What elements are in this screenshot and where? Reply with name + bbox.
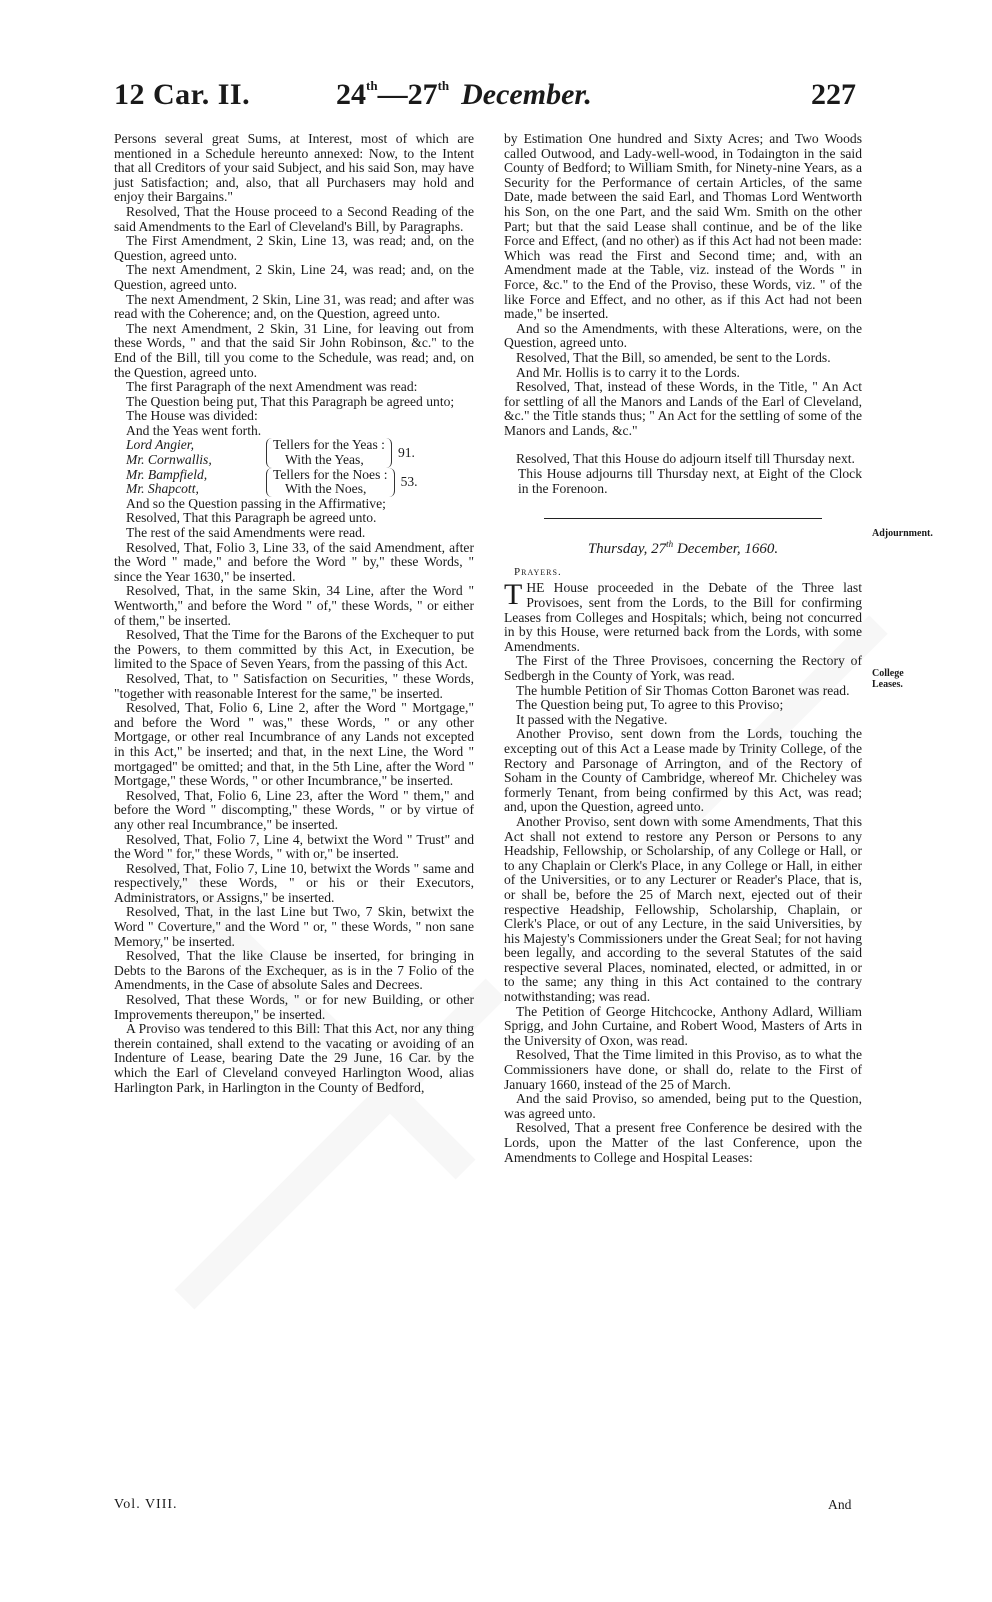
paragraph: The next Amendment, 2 Skin, Line 24, was read; and, on the Question, agreed unto. bbox=[114, 262, 474, 292]
paragraph: It passed with the Negative. bbox=[516, 711, 668, 727]
paragraph: Resolved, That a present free Conference be desired with the Lords, upon the Matter of the last Conference, upon the Amendments to College and Hospital Leases: bbox=[504, 1120, 862, 1165]
date-range-heading: 24th—27th December. bbox=[336, 78, 592, 111]
paragraph: Resolved, That the Time for the Barons of the Exchequer to put the Powers, to them committed by this Act, in Execution, be limited to the Space of Seven Years, from the passing of this Act. bbox=[114, 627, 474, 672]
yeas-count: 91. bbox=[397, 444, 415, 460]
teller-label: With the Yeas, bbox=[285, 452, 364, 468]
teller-name: Mr. Cornwallis, bbox=[126, 452, 212, 468]
paragraph: Resolved, That, Folio 7, Line 4, betwixt the Word " Trust" and the Word " for," these Words, " with or," be inserted. bbox=[114, 831, 474, 862]
division-tellers bbox=[126, 438, 474, 496]
paragraph: A Proviso was tendered to this Bill: That this Act, nor any thing therein contained, shall extend to the vacating or avoiding of an Indenture of Lease, bearing Date the 29 June, 16 Car. by the which the Earl of Cleveland conveyed Harlington Wood, alias Harlington Park, in Harlington in the County of Bedford, bbox=[114, 1021, 474, 1095]
yeas-tellers bbox=[126, 438, 474, 467]
paragraph: And Mr. Hollis is to carry it to the Lords. bbox=[516, 364, 740, 380]
paragraph: Resolved, That the Time limited in this Proviso, as to what the Commissioners have done, or shall do, relate to the First of January 1660, instead of the 25 of March. bbox=[504, 1047, 862, 1092]
volume-label: Vol. VIII. bbox=[114, 1497, 178, 1512]
paragraph: The Petition of George Hitchcocke, Anthony Adlard, William Sprigg, and John Curtaine, and Robert Wood, Masters of Arts in the University of Oxon, was read. bbox=[504, 1003, 862, 1048]
right-column bbox=[504, 132, 862, 1165]
paragraph: Resolved, That this Paragraph be agreed unto. bbox=[126, 510, 377, 526]
paragraph: Resolved, That the like Clause be inserted, for bringing in Debts to the Barons of the Exchequer, as is in the 7 Folio of the Amendments, in the Case of absolute Sales and Decrees. bbox=[114, 948, 474, 993]
date-heading: Thursday, 27th December, 1660. bbox=[587, 539, 779, 558]
paragraph: The House was divided: bbox=[126, 408, 258, 424]
noes-tellers bbox=[126, 468, 474, 497]
paragraph: Resolved, That, Folio 6, Line 2, after the Word " Mortgage," and before the Word " was," these Words, " or any other Mortgage, or other real Incumbrance of any Lands not excepted in this Act," be inserted; and that, in the next Line, the Word " mortgaged" be omitted; and that, in the 5th Line, after the Word " Mortgage," these Words, " or other Incumbrance," be inserted. bbox=[114, 700, 474, 789]
paragraph: And so the Question passing in the Affirmative; bbox=[126, 495, 386, 511]
paragraph: The Question being put, To agree to this Proviso; bbox=[516, 697, 784, 713]
paragraph: This House adjourns till Thursday next, at Eight of the Clock in the Forenoon. bbox=[518, 466, 862, 496]
teller-name: Lord Angier, bbox=[126, 437, 194, 453]
paragraph: The next Amendment, 2 Skin, Line 31, was read; and after was read with the Coherence; and, on the Question, agreed unto. bbox=[114, 291, 474, 322]
paragraph: Resolved, That, Folio 7, Line 10, betwixt the Words " same and respectively," these Words, " or his or their Executors, Administrators, or Assigns," be inserted. bbox=[114, 860, 474, 905]
left-column bbox=[114, 132, 474, 1095]
paragraph: The next Amendment, 2 Skin, 31 Line, for leaving out from these Words, " and that the said Sir John Robinson, &c." to the End of the Bill, till you come to the Schedule, was read; and, on the Question, agreed unto. bbox=[114, 320, 474, 380]
teller-label: With the Noes, bbox=[285, 481, 367, 497]
teller-name: Mr. Bampfield, bbox=[126, 466, 208, 482]
paragraph: The Question being put, That this Paragraph be agreed unto; bbox=[126, 393, 455, 409]
margin-note-college-leases: College Leases. bbox=[872, 668, 904, 690]
paragraph: Resolved, That this House do adjourn itself till Thursday next. bbox=[516, 451, 855, 467]
paragraph: Another Proviso, sent down from the Lords, touching the excepting out of this Act a Lease made by Trinity College, of the Rectory and Parsonage of Arrington, and of the Rectory of Soham in the County of Cambridge, whereof Mr. Chicheley was formerly Tenant, from being confirmed by this Act, was read; and, upon the Question, agreed unto. bbox=[504, 726, 862, 815]
paragraph: Resolved, That, in the same Skin, 34 Line, after the Word " Wentworth," and before the Word " of," these Words, " or either of them," be inserted. bbox=[114, 583, 474, 628]
paragraph: Resolved, That the Bill, so amended, be sent to the Lords. bbox=[516, 349, 831, 365]
teller-label: Tellers for the Yeas : bbox=[273, 437, 385, 453]
paragraph: Persons several great Sums, at Interest, most of which are mentioned in a Schedule hereunto annexed: Now, to the Intent that all Creditors of your said Subject, and his said Son, may have just Satisfaction; and, also, that all Purchasers may hold and enjoy their Bargains." bbox=[114, 131, 474, 205]
paragraph: The first Paragraph of the next Amendment was read: bbox=[126, 379, 418, 395]
paragraph: The humble Petition of Sir Thomas Cotton Baronet was read. bbox=[516, 682, 850, 698]
paragraph: by Estimation One hundred and Sixty Acres; and Two Woods called Outwood, and Lady-well-wood, in Todaington in the said County of Bedford; to William Smith, for Ninety-nine Years, as a Security for the Performance of certain Articles, of the same Date, made between the said Earl, and Thomas Lord Wentworth his Son, on the one Part, and the said Wm. Smith on the other Part; but that the said Lease shall continue, and be of the like Force and Effect, (and no other) as if this Act had not been made: Which was read the First and Second time; and, with an Amendment made at the Table, viz. instead of the Words " in Force, &c." to the End of the Proviso, these Words, viz. " of the like Force and Effect, and no other, as if this Act had not been made," be inserted. bbox=[504, 131, 862, 322]
margin-note-adjournment: Adjournment. bbox=[872, 528, 933, 539]
paragraph: The First of the Three Provisoes, concerning the Rectory of Sedbergh in the County of York, was read. bbox=[504, 653, 862, 683]
paragraph: Resolved, That, to " Satisfaction on Securities, " these Words, "together with reasonable Interest for the same," be inserted. bbox=[114, 670, 474, 701]
paragraph: The rest of the said Amendments were read. bbox=[126, 525, 366, 541]
paragraph: Resolved, That, Folio 3, Line 33, of the said Amendment, after the Word " made," and before the Word " by," these Words, " since the Year 1630," be inserted. bbox=[114, 539, 474, 584]
catchword: And bbox=[828, 1497, 852, 1512]
paragraph: Resolved, That, in the last Line but Two, 7 Skin, betwixt the Word " Coverture," and the Word " or, " these Words, " non sane Memory," be inserted. bbox=[114, 904, 474, 949]
paragraph: And the Yeas went forth. bbox=[126, 422, 262, 438]
paragraph: Resolved, That, Folio 6, Line 23, after the Word " them," and before the Word " discompting," these Words, " or by virtue of any other real Incumbrance," be inserted. bbox=[114, 787, 474, 832]
paragraph: Another Proviso, sent down with some Amendments, That this Act shall not extend to restore any Person or Persons to any Headship, Fellowship, or Scholarship, of any College or Hall, or to any Chaplain or Clerk's Place, in any College or Hall, in either of the Universities, or to any Lecturer or Reader's Place, that is, or shall be, before the 25 of March next, ejected out of their respective Headship, Fellowship, Scholarship, Chaplain, or Clerk's Place, or out of any Lecture, in the said Universities, by his Majesty's Commissioners under the Great Seal; for not having been legally, and according to the several Statutes of the said respective several Places, nominated, elected, or admitted, in or to the same; any thing in this Act contained to the contrary notwithstanding; was read. bbox=[504, 813, 862, 1005]
reign-heading: 12 Car. II. bbox=[114, 78, 251, 111]
paragraph: Resolved, That these Words, " or for new Building, or other Improvements thereupon," be inserted. bbox=[114, 992, 474, 1022]
paragraph: THE House proceeded in the Debate of the Three last Provisoes, sent from the Lords, to the Bill for confirming Leases from Colleges and Hospitals; which, being not concurred in by this House, were returned back from the Lords, with some Amendments. bbox=[504, 578, 862, 654]
paragraph: And so the Amendments, with these Alterations, were, on the Question, agreed unto. bbox=[504, 320, 862, 351]
page-number: 227 bbox=[811, 78, 856, 111]
drop-cap: T bbox=[504, 578, 523, 612]
teller-label: Tellers for the Noes : bbox=[273, 466, 388, 482]
paragraph: Resolved, That the House proceed to a Second Reading of the said Amendments to the Earl of Cleveland's Bill, by Paragraphs. bbox=[114, 203, 474, 234]
paragraph: The First Amendment, 2 Skin, Line 13, was read; and, on the Question, agreed unto. bbox=[114, 233, 474, 263]
teller-name: Mr. Shapcott, bbox=[126, 481, 199, 497]
paragraph: Resolved, That, instead of these Words, in the Title, " An Act for settling of all the Manors and Lands of the Earl of Cleveland, &c." the Title stands thus; " An Act for the settling of some of the Manors and Lands, &c." bbox=[504, 379, 862, 438]
section-divider bbox=[544, 518, 822, 519]
page-header bbox=[114, 78, 856, 122]
noes-count: 53. bbox=[400, 473, 418, 489]
prayers-label: Prayers. bbox=[514, 565, 562, 578]
paragraph: And the said Proviso, so amended, being put to the Question, was agreed unto. bbox=[504, 1091, 862, 1121]
